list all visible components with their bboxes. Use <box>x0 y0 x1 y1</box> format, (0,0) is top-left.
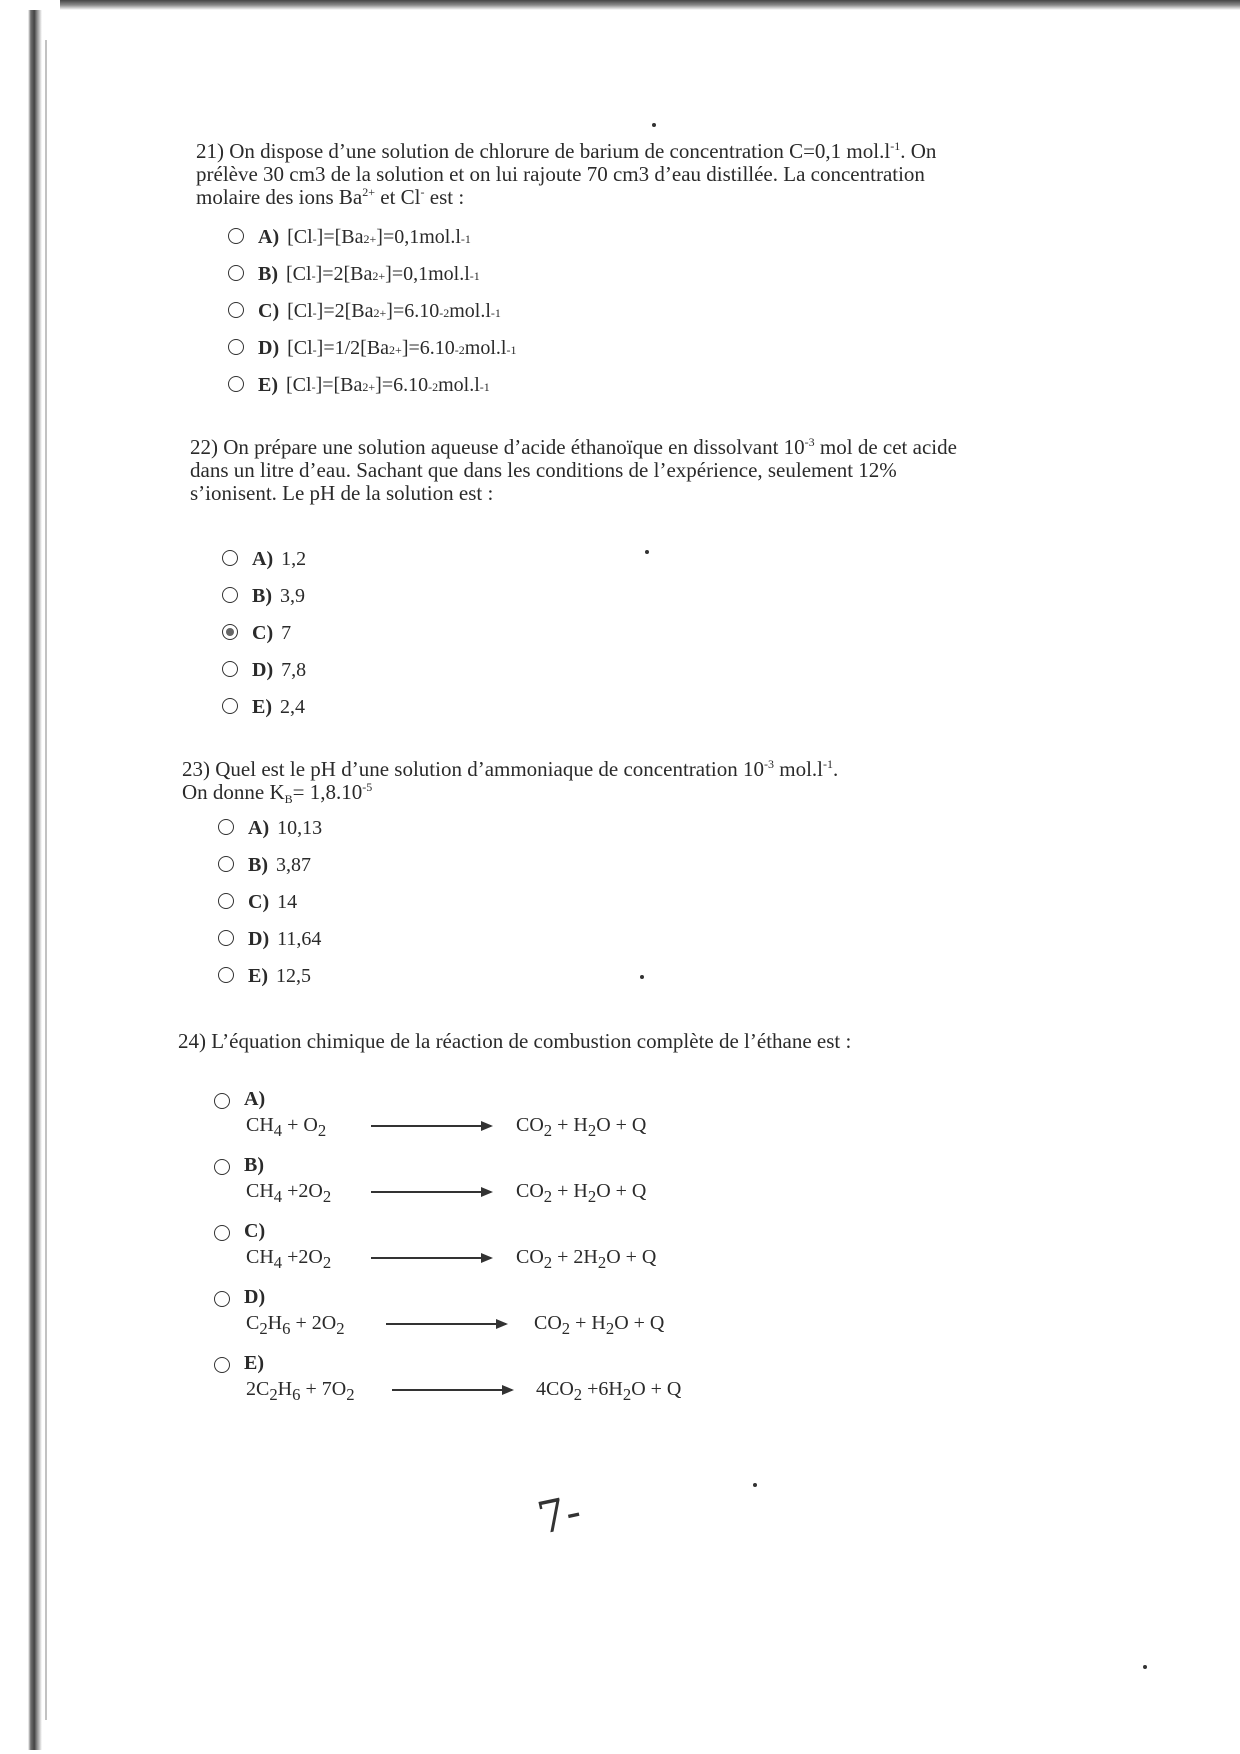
radio-icon[interactable] <box>214 1291 230 1307</box>
option-text: 14 <box>277 891 298 913</box>
eq-sub: 2 <box>597 1253 607 1272</box>
eq-text: +2O <box>282 1246 323 1268</box>
option-letter: C) <box>252 622 274 644</box>
option-text: [Cl <box>287 337 313 359</box>
option-text: ]=0,1mol.l <box>385 263 470 285</box>
page-number: 7- <box>533 1486 586 1545</box>
eq-text: CH <box>246 1114 274 1136</box>
eq-text: O + Q <box>596 1114 647 1136</box>
radio-icon[interactable] <box>218 967 234 983</box>
option-text: mol.l <box>438 374 480 396</box>
option-letter: A) <box>248 817 270 839</box>
eq-sub: 4 <box>273 1187 283 1206</box>
option-letter: E) <box>252 696 272 718</box>
eq-sub: 2 <box>622 1385 632 1404</box>
radio-icon[interactable] <box>228 376 244 392</box>
radio-icon[interactable] <box>218 819 234 835</box>
q22-option-e[interactable] <box>222 696 306 733</box>
q22-option-d[interactable] <box>222 659 306 696</box>
q21-line3-pre: molaire des ions Ba <box>196 185 363 209</box>
reactants <box>246 1246 331 1273</box>
eq-text: + 2O <box>290 1312 337 1334</box>
eq-sub: 2 <box>346 1385 355 1404</box>
q23-option-d[interactable] <box>218 928 322 965</box>
scan-speck <box>645 550 649 554</box>
option-text: ]=1/2[Ba <box>316 337 390 359</box>
q23-line2-sub: B <box>284 792 293 806</box>
question-23 <box>182 758 1082 804</box>
radio-icon[interactable] <box>214 1159 230 1175</box>
scan-speck <box>1143 1665 1147 1669</box>
option-text: ]=2[Ba <box>315 263 373 285</box>
eq-sub: 2 <box>543 1253 553 1272</box>
scan-speck <box>640 975 644 979</box>
eq-sub: 4 <box>273 1121 283 1140</box>
eq-text: CO <box>534 1312 562 1334</box>
q21-line3-mid: et Cl <box>375 185 421 209</box>
option-text: 11,64 <box>277 928 322 950</box>
option-text: 7 <box>281 622 292 644</box>
option-text: [Cl <box>287 226 313 248</box>
products <box>516 1246 656 1273</box>
option-letter: A) <box>252 548 274 570</box>
q21-line2: prélève 30 cm3 de la solution et on lui rajoute 70 cm3 d’eau distillée. La concentration <box>196 162 925 186</box>
q21-line1-end: . On <box>900 139 937 163</box>
q21-line3-sup2: - <box>420 185 425 199</box>
eq-text: CH <box>246 1246 274 1268</box>
question-24-options <box>214 1088 914 1418</box>
q22-line3: s’ionisent. Le pH de la solution est : <box>190 481 494 505</box>
eq-text: + 7O <box>300 1378 347 1400</box>
radio-icon[interactable] <box>222 698 238 714</box>
eq-text: CO <box>516 1246 544 1268</box>
option-text: 10,13 <box>277 817 323 839</box>
q24-option-c[interactable] <box>214 1220 914 1286</box>
eq-text: C <box>246 1312 260 1334</box>
eq-sub: 2 <box>317 1121 327 1140</box>
option-letter: A) <box>258 226 280 248</box>
eq-sub: 2 <box>336 1319 345 1338</box>
q21-line3-end: est : <box>424 185 465 209</box>
option-text: ]=[Ba <box>315 374 363 396</box>
option-text: ]=6.10 <box>375 374 429 396</box>
radio-icon[interactable] <box>222 587 238 603</box>
option-text: 2,4 <box>280 696 305 718</box>
eq-sub: 2 <box>322 1187 332 1206</box>
eq-sub: 6 <box>282 1319 291 1338</box>
eq-text: H <box>277 1378 293 1400</box>
eq-text: O + Q <box>614 1312 665 1334</box>
q21-line1: 21) On dispose d’une solution de chlorure de barium de concentration C=0,1 mol.l <box>196 139 891 163</box>
option-text: 7,8 <box>281 659 307 681</box>
option-text: ]=0,1mol.l <box>376 226 461 248</box>
eq-sub: 2 <box>322 1253 332 1272</box>
question-21-options <box>228 226 516 411</box>
q23-line1-pre: 23) Quel est le pH d’une solution d’ammoniaque de concentration 10 <box>182 757 765 781</box>
q22-option-a[interactable] <box>222 548 306 585</box>
option-text: ]=2[Ba <box>316 300 374 322</box>
q23-option-e[interactable] <box>218 965 322 1002</box>
scan-edge-line <box>45 40 47 1720</box>
radio-icon[interactable] <box>214 1093 230 1109</box>
option-letter: D) <box>244 1286 266 1308</box>
radio-icon[interactable] <box>228 339 244 355</box>
eq-sub: 6 <box>292 1385 301 1404</box>
option-letter: B) <box>244 1154 264 1176</box>
scan-speck <box>753 1483 757 1487</box>
eq-text: + H <box>570 1312 606 1334</box>
question-22-text <box>190 436 1080 505</box>
eq-text: O + Q <box>631 1378 682 1400</box>
option-letter: E) <box>258 374 278 396</box>
q21-line3-sup1: 2+ <box>362 185 375 199</box>
q22-line1-sup: -3 <box>804 435 815 449</box>
option-text: mol.l <box>449 300 491 322</box>
q21-line1-sup: -1 <box>890 139 901 153</box>
q24-option-d[interactable] <box>214 1286 914 1352</box>
arrow-icon <box>392 1389 512 1391</box>
eq-sub: 4 <box>273 1253 283 1272</box>
reactants <box>246 1180 331 1207</box>
eq-text: O + Q <box>606 1246 657 1268</box>
option-text: 3,87 <box>276 854 311 876</box>
radio-icon[interactable] <box>214 1225 230 1241</box>
option-text: 1,2 <box>281 548 307 570</box>
radio-icon[interactable] <box>218 893 234 909</box>
option-letter: D) <box>248 928 270 950</box>
q23-option-c[interactable] <box>218 891 322 928</box>
question-21-text <box>196 140 1086 209</box>
q23-line2-mid: = 1,8.10 <box>292 780 363 804</box>
question-21 <box>196 140 1086 209</box>
eq-text: +6H <box>582 1378 623 1400</box>
option-letter: C) <box>244 1220 266 1242</box>
eq-sub: 2 <box>561 1319 571 1338</box>
q23-option-a[interactable] <box>218 817 322 854</box>
option-letter: E) <box>248 965 268 987</box>
products <box>536 1378 681 1405</box>
q24-option-a[interactable] <box>214 1088 914 1154</box>
eq-sub: 2 <box>269 1385 278 1404</box>
option-text: 12,5 <box>276 965 311 987</box>
radio-icon[interactable] <box>218 930 234 946</box>
arrow-icon <box>371 1191 491 1193</box>
option-letter: B) <box>248 854 268 876</box>
q22-line1-end: mol de cet acide <box>814 435 957 459</box>
arrow-icon <box>371 1125 491 1127</box>
eq-sub: 2 <box>587 1121 597 1140</box>
option-text: ]=[Ba <box>316 226 364 248</box>
q24-option-e[interactable] <box>214 1352 914 1418</box>
option-letter: C) <box>258 300 280 322</box>
option-letter: D) <box>258 337 280 359</box>
reactants <box>246 1378 355 1405</box>
arrow-icon <box>371 1257 491 1259</box>
question-23-options <box>218 817 322 1002</box>
option-letter: A) <box>244 1088 266 1110</box>
q23-line1-mid: mol.l <box>774 757 824 781</box>
question-24 <box>178 1030 1078 1053</box>
eq-sub: 2 <box>605 1319 615 1338</box>
option-text: 3,9 <box>280 585 305 607</box>
q24-line1: 24) L’équation chimique de la réaction de combustion complète de l’éthane est : <box>178 1029 852 1053</box>
radio-icon[interactable] <box>222 661 238 677</box>
q22-option-c[interactable] <box>222 622 306 659</box>
eq-text: O + Q <box>596 1180 647 1202</box>
option-text: ]=6.10 <box>401 337 455 359</box>
q23-line2-sup: -5 <box>362 780 373 794</box>
radio-icon[interactable] <box>228 302 244 318</box>
reactants <box>246 1312 345 1339</box>
eq-text: + H <box>552 1180 588 1202</box>
radio-icon[interactable] <box>214 1357 230 1373</box>
arrow-icon <box>386 1323 506 1325</box>
q23-line1-end: . <box>833 757 839 781</box>
radio-icon[interactable] <box>222 550 238 566</box>
eq-sub: 2 <box>573 1385 583 1404</box>
q22-option-b[interactable] <box>222 585 306 622</box>
eq-sub: 2 <box>543 1187 553 1206</box>
q23-line2-pre: On donne K <box>182 780 285 804</box>
option-letter: E) <box>244 1352 264 1374</box>
eq-text: 4CO <box>536 1378 574 1400</box>
q21-option-c[interactable]: C) [Cl - ]=2[Ba 2+ ]=6.10 -2 mol.l -1 <box>228 300 516 337</box>
option-text: mol.l <box>464 337 507 359</box>
eq-sub: 2 <box>587 1187 597 1206</box>
q21-option-d[interactable]: D) [Cl - ]=1/2[Ba 2+ ]=6.10 -2 mol.l -1 <box>228 337 516 374</box>
question-22 <box>190 436 1080 505</box>
eq-text: +2O <box>282 1180 323 1202</box>
products <box>516 1114 646 1141</box>
products <box>516 1180 646 1207</box>
eq-text: CO <box>516 1114 544 1136</box>
q23-line1-sup2: -1 <box>823 757 834 771</box>
eq-text: CO <box>516 1180 544 1202</box>
radio-icon[interactable] <box>228 228 244 244</box>
eq-text: + H <box>552 1114 588 1136</box>
eq-sub: 2 <box>259 1319 268 1338</box>
eq-text: 2C <box>246 1378 270 1400</box>
radio-selected-icon[interactable] <box>222 624 238 640</box>
scan-edge-top <box>60 0 1240 10</box>
q21-option-b[interactable]: B) [Cl - ]=2[Ba 2+ ]=0,1mol.l -1 <box>228 263 516 300</box>
option-text: [Cl <box>286 263 312 285</box>
question-22-options <box>222 548 306 733</box>
reactants <box>246 1114 326 1141</box>
q21-option-e[interactable]: E) [Cl - ]=[Ba 2+ ]=6.10 -2 mol.l -1 <box>228 374 516 411</box>
option-letter: C) <box>248 891 270 913</box>
option-text: [Cl <box>286 374 312 396</box>
option-text: [Cl <box>287 300 313 322</box>
option-letter: D) <box>252 659 274 681</box>
radio-icon[interactable] <box>218 856 234 872</box>
question-24-text <box>178 1030 1078 1053</box>
scan-edge <box>28 10 42 1750</box>
option-letter: B) <box>258 263 278 285</box>
question-23-text <box>182 758 1082 804</box>
eq-text: H <box>267 1312 283 1334</box>
q24-option-b[interactable] <box>214 1154 914 1220</box>
eq-text: + O <box>282 1114 318 1136</box>
q21-option-a[interactable]: A) [Cl - ]=[Ba 2+ ]=0,1mol.l -1 <box>228 226 516 263</box>
products <box>534 1312 664 1339</box>
eq-sub: 2 <box>543 1121 553 1140</box>
option-text: ]=6.10 <box>386 300 440 322</box>
eq-text: + 2H <box>552 1246 598 1268</box>
radio-icon[interactable] <box>228 265 244 281</box>
q23-option-b[interactable] <box>218 854 322 891</box>
q22-line1-pre: 22) On prépare une solution aqueuse d’acide éthanoïque en dissolvant 10 <box>190 435 805 459</box>
q23-line1-sup: -3 <box>764 757 775 771</box>
eq-text: CH <box>246 1180 274 1202</box>
q22-line2: dans un litre d’eau. Sachant que dans les conditions de l’expérience, seulement 12% <box>190 458 897 482</box>
option-letter: B) <box>252 585 272 607</box>
scan-speck <box>652 123 656 127</box>
